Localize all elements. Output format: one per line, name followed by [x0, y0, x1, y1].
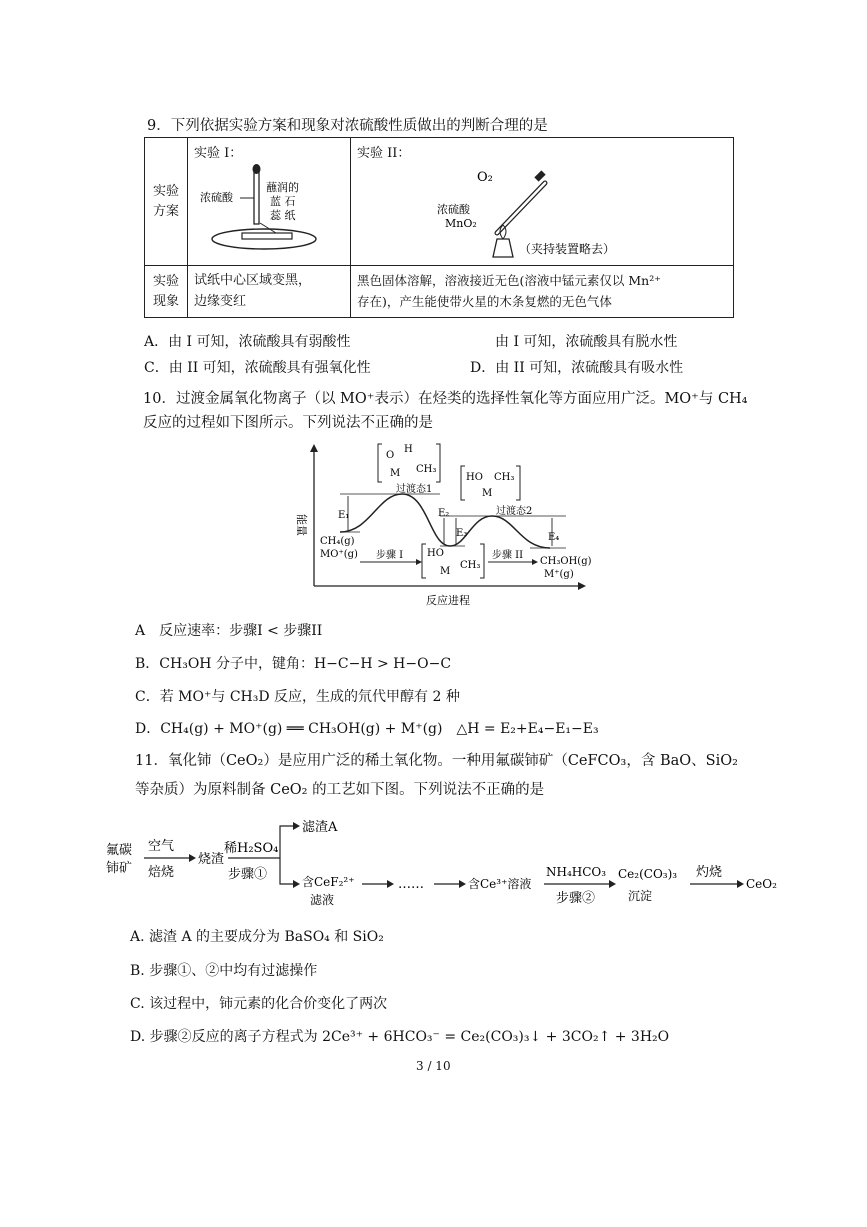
- q11-process-flow: [100, 814, 790, 910]
- q11-stem-line2: 等杂质）为原料制备 CeO₂ 的工艺如下图。下列说法不正确的是: [135, 782, 545, 798]
- label-line: 现象: [152, 293, 179, 309]
- flow-ore-line1: 氟碳: [106, 843, 133, 858]
- flow-filtrate-line2: 滤液: [310, 893, 335, 907]
- flow-arrowhead: [293, 822, 300, 830]
- exp1-paper-label-c: 蕊 纸: [270, 209, 296, 222]
- flow-branch-down: [280, 858, 296, 884]
- step1-arrowhead: [416, 559, 422, 565]
- phen1-line: 边缘变红: [194, 294, 247, 309]
- q10-stem-line1: 10．过渡金属氧化物离子（以 MO⁺表示）在烃类的选择性氧化等方面应用广泛。MO⁺与 CH₄: [143, 391, 748, 407]
- step2-arrowhead: [532, 559, 538, 565]
- e3-label: E₃: [456, 528, 468, 539]
- label-line: 实验: [152, 273, 179, 289]
- q9-option-c: C．由 II 可知，浓硫酸具有强氧化性: [144, 360, 371, 376]
- step1-label: 步骤 I: [376, 550, 404, 561]
- q9-option-d: D．由 II 可知，浓硫酸具有吸水性: [470, 360, 684, 376]
- q9-experiment-table: [144, 137, 734, 318]
- ts2-bracket-right: [516, 466, 520, 500]
- ts2-label: 过渡态2: [496, 506, 533, 517]
- dropper-bulb: [253, 164, 261, 174]
- exp2-solid-label: MnO₂: [445, 217, 477, 230]
- step2-label: 步骤 II: [492, 550, 524, 561]
- ts2-group-ch3: CH₃: [494, 472, 515, 483]
- intermediate-bracket-left: [422, 544, 426, 578]
- q9-stem: 9．下列依据实验方案和现象对浓硫酸性质做出的判断合理的是: [147, 118, 548, 134]
- q10-option-d: D．CH₄(g) + MO⁺(g) ══ CH₃OH(g) + M⁺(g) △H = E₂+E₄−E₁−E₃: [135, 721, 599, 737]
- e4-label: E₄: [548, 532, 560, 543]
- ts1-bracket-left: [378, 444, 382, 482]
- energy-curve: [340, 494, 550, 548]
- e1-label: E₁: [338, 510, 350, 521]
- q11-option-c: C. 该过程中，铈元素的化合价变化了两次: [130, 996, 388, 1012]
- q10-option-c: C．若 MO⁺与 CH₃D 反应，生成的氘代甲醇有 2 种: [135, 689, 460, 705]
- test-tube-inner: [497, 183, 545, 233]
- phen1-line: 试纸中心区域变黑，: [194, 273, 312, 288]
- flow-arrowhead: [609, 880, 616, 888]
- exp1-apparatus-illustration: [194, 161, 344, 261]
- q10-option-b: B．CH₃OH 分子中，键角：H−C−H > H−O−C: [135, 656, 452, 672]
- ts1-atom-o: O: [386, 450, 395, 461]
- start-species-ch4: CH₄(g): [320, 536, 355, 547]
- flow-step1-label: 步骤①: [228, 867, 268, 882]
- phen2-cell: [351, 266, 734, 318]
- flow-arrowhead: [737, 880, 744, 888]
- label-line: [260, 223, 276, 233]
- flow-filtrate-line1: 含CeF₂²⁺: [302, 875, 355, 889]
- alcohol-lamp: [493, 239, 513, 257]
- flow-dots: ……: [398, 877, 424, 892]
- ts2-bracket-left: [461, 466, 465, 500]
- flow-arrowhead: [189, 854, 196, 862]
- flow-acid-label: 稀H₂SO₄: [224, 841, 279, 856]
- flow-carbonate: Ce₂(CO₃)₃: [618, 867, 678, 881]
- exp2-apparatus-illustration: [357, 161, 727, 261]
- ts1-bracket-right: [436, 444, 440, 482]
- end-species-m: M⁺(g): [544, 569, 574, 580]
- page-number: 3 / 10: [416, 1059, 451, 1073]
- start-species-mo: MO⁺(g): [320, 549, 358, 560]
- flow-branch-up: [280, 826, 296, 858]
- intermediate-group-ho: HO: [427, 548, 444, 559]
- flow-arrowhead: [459, 880, 466, 888]
- q11-option-d: D. 步骤②反应的离子方程式为 2Ce³⁺ + 6HCO₃⁻ = Ce₂(CO₃)₃↓ + 3CO₂↑ + 3H₂O: [130, 1029, 670, 1045]
- ts2-atom-m: M: [482, 488, 493, 499]
- label-line: 实验: [152, 183, 179, 199]
- ts1-atom-h: H: [404, 444, 413, 455]
- exp2-note: （夹持装置略去）: [519, 242, 616, 256]
- flow-slag: 烧渣: [198, 852, 225, 867]
- phen2-line: 存在)，产生能使带火星的木条复燃的无色气体: [357, 294, 612, 309]
- row-label-phenomena: [145, 266, 188, 318]
- exp2-acid-label: 浓硫酸: [437, 203, 470, 216]
- q11-option-a: A. 滤渣 A 的主要成分为 BaSO₄ 和 SiO₂: [130, 929, 384, 945]
- q10-energy-diagram: [290, 436, 600, 611]
- q11-stem-line1: 11．氧化铈（CeO₂）是应用广泛的稀土氧化物。一种用氟碳铈矿（CeFCO₃，含 BaO、SiO₂: [135, 753, 738, 769]
- flow-ore-line2: 铈矿: [106, 861, 133, 876]
- e2-label: E₂: [438, 508, 450, 519]
- q10-option-a: A 反应速率：步骤I < 步骤II: [135, 623, 323, 639]
- flow-precipitate-label: 沉淀: [628, 889, 653, 903]
- exp1-paper-label-b: 蓝 石: [270, 195, 296, 208]
- q9-option-b: 由 I 可知，浓硫酸具有脱水性: [495, 334, 678, 350]
- intermediate-atom-m: M: [440, 566, 451, 577]
- test-paper: [242, 233, 292, 239]
- flow-residue: 滤渣A: [302, 820, 338, 835]
- exp1-paper-label-a: 蘸润的: [266, 181, 299, 194]
- flow-arrowhead: [387, 880, 394, 888]
- ts1-group-ch3: CH₃: [416, 464, 437, 475]
- flow-product: CeO₂: [746, 877, 777, 891]
- phen1-cell: [188, 266, 351, 318]
- y-axis-label: 能量: [295, 514, 308, 536]
- flow-nh4hco3-label: NH₄HCO₃: [546, 865, 607, 879]
- q9-option-a: A．由 I 可知，浓硫酸具有弱酸性: [144, 334, 351, 350]
- intermediate-group-ch3: CH₃: [460, 560, 481, 571]
- clamp: [534, 170, 545, 181]
- flow-air-label: 空气: [148, 839, 175, 854]
- x-axis-label: 反应进程: [426, 594, 470, 607]
- x-axis-arrow: [578, 582, 586, 590]
- flow-calcine-label: 灼烧: [696, 865, 723, 880]
- y-axis-arrow: [310, 444, 318, 452]
- q10-stem-line2: 反应的过程如下图所示。下列说法不正确的是: [143, 415, 433, 431]
- exp1-cell: [188, 138, 351, 266]
- intermediate-bracket-right: [480, 544, 484, 578]
- ts2-group-ho: HO: [466, 472, 483, 483]
- dropper-tube: [254, 169, 259, 224]
- label-line: 方案: [152, 203, 179, 219]
- flow-arrowhead: [293, 880, 300, 888]
- exp2-title: 实验 II：: [357, 146, 411, 161]
- phen2-line: 黑色固体溶解，溶液接近无色(溶液中锰元素仅以 Mn²⁺: [357, 273, 661, 288]
- flow-roast-label: 焙烧: [148, 865, 175, 880]
- exp1-acid-label: 浓硫酸: [200, 191, 233, 204]
- ts1-label: 过渡态1: [396, 484, 433, 495]
- flow-ce3-solution: 含Ce³⁺溶液: [468, 877, 532, 891]
- flow-step2-label: 步骤②: [556, 891, 596, 906]
- exp2-gas-label: O₂: [477, 170, 493, 185]
- exp1-title: 实验 I：: [194, 146, 243, 161]
- end-species-ch3oh: CH₃OH(g): [540, 556, 592, 567]
- row-label-scheme: [145, 138, 188, 266]
- q11-option-b: B. 步骤①、②中均有过滤操作: [130, 963, 318, 979]
- ts1-atom-m: M: [390, 468, 401, 479]
- exp2-cell: [351, 138, 734, 266]
